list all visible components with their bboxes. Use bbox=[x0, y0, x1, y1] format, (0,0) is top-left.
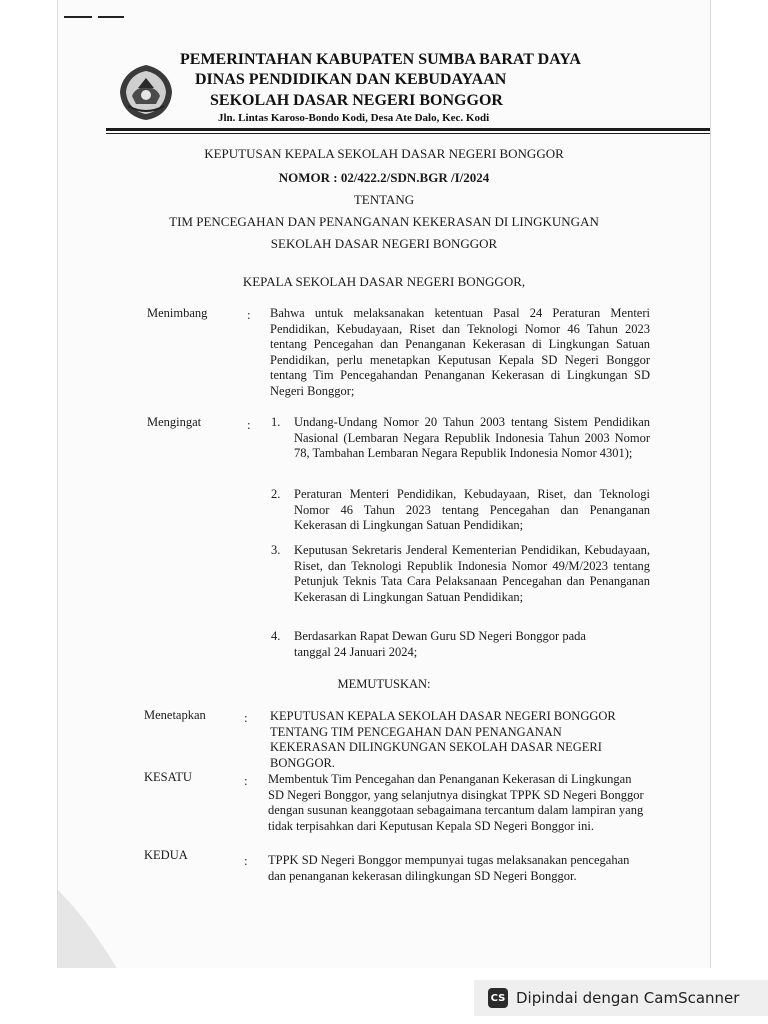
scan-mark bbox=[98, 16, 124, 18]
section-label-menimbang: Menimbang bbox=[147, 306, 208, 320]
list-item-number: 3. bbox=[271, 543, 281, 557]
letterhead-rule-thin bbox=[106, 133, 710, 134]
letterhead-rule-thick bbox=[106, 128, 710, 131]
decree-number: NOMOR : 02/422.2/SDN.BGR /I/2024 bbox=[278, 170, 490, 185]
decree-subject-line2: SEKOLAH DASAR NEGERI BONGGOR bbox=[270, 236, 498, 251]
camscanner-icon: CS bbox=[488, 988, 508, 1008]
regency-emblem-icon bbox=[116, 62, 176, 122]
mengingat-item-4: Berdasarkan Rapat Dewan Guru SD Negeri Bonggor pada tanggal 24 Januari 2024; bbox=[294, 629, 586, 659]
document-page bbox=[58, 0, 710, 968]
kesatu-text: Membentuk Tim Pencegahan dan Penanganan Kekerasan di Lingkungan SD Negeri Bonggor, yang selanjutnya disingkat TPPK SD Negeri Bonggor dengan susunan keanggotaan sebagaimana tercantum dalam lampiran yang tidak terpisahkan dari Keputusan Kepala SD Negeri Bonggor ini. bbox=[268, 772, 644, 833]
decree-about: TENTANG bbox=[353, 192, 415, 207]
letterhead-government: PEMERINTAHAN KABUPATEN SUMBA BARAT DAYA bbox=[180, 51, 581, 68]
letterhead-department: DINAS PENDIDIKAN DAN KEBUDAYAAN bbox=[195, 71, 507, 88]
list-item-number: 4. bbox=[271, 629, 281, 643]
section-label-kedua: KEDUA bbox=[144, 848, 188, 862]
section-label-kesatu: KESATU bbox=[144, 770, 192, 784]
page-curl-shadow bbox=[58, 880, 128, 968]
section-label-menetapkan: Menetapkan bbox=[144, 708, 206, 722]
decree-subject-line1: TIM PENCEGAHAN DAN PENANGANAN KEKERASAN DI LINGKUNGAN bbox=[169, 214, 599, 229]
mengingat-item-2: Peraturan Menteri Pendidikan, Kebudayaan, Riset, dan Teknologi Nomor 46 Tahun 2023 tentang Pencegahan dan Penanganan Kekerasan di Lingkungan Satuan Pendidikan; bbox=[294, 487, 650, 533]
decree-title: KEPUTUSAN KEPALA SEKOLAH DASAR NEGERI BONGGOR bbox=[204, 146, 564, 161]
section-colon: : bbox=[244, 853, 248, 868]
decree-issuer: KEPALA SEKOLAH DASAR NEGERI BONGGOR, bbox=[242, 274, 526, 289]
decision-heading: MEMUTUSKAN: bbox=[337, 677, 431, 691]
list-item-number: 1. bbox=[271, 415, 281, 429]
section-label-mengingat: Mengingat bbox=[147, 415, 202, 429]
section-colon: : bbox=[247, 417, 251, 432]
list-item-number: 2. bbox=[271, 487, 281, 501]
section-colon: : bbox=[247, 307, 251, 322]
kedua-text: TPPK SD Negeri Bonggor mempunyai tugas melaksanakan pencegahan dan penanganan kekerasan dilingkungan SD Negeri Bonggor. bbox=[268, 853, 630, 883]
menetapkan-text: KEPUTUSAN KEPALA SEKOLAH DASAR NEGERI BONGGOR TENTANG TIM PENCEGAHAN DAN PENANGANAN KEKERASAN DILINGKUNGAN SEKOLAH DASAR NEGERI BONGGOR. bbox=[270, 709, 616, 770]
scan-mark bbox=[64, 16, 92, 18]
letterhead-address: Jln. Lintas Karoso-Bondo Kodi, Desa Ate Dalo, Kec. Kodi bbox=[218, 112, 490, 124]
camscanner-watermark bbox=[474, 980, 768, 1016]
mengingat-item-1: Undang-Undang Nomor 20 Tahun 2003 tentang Sistem Pendidikan Nasional (Lembaran Negara Republik Indonesia Tahun 2003 Nomor 78, Tambahan Lembaran Negara Republik Indonesia Nomor 4301); bbox=[294, 415, 650, 461]
letterhead-school: SEKOLAH DASAR NEGERI BONGGOR bbox=[210, 92, 503, 109]
menimbang-text: Bahwa untuk melaksanakan ketentuan Pasal 24 Peraturan Menteri Pendidikan, Kebudayaan, Riset dan Teknologi Nomor 46 Tahun 2023 tentang Pencegahan dan Penanganan Kekerasan di Lingkungan Satuan Pendidikan, perlu menetapkan Keputusan Kepala SD Negeri Bonggor tentang Tim Pencegahandan Penanganan Kekerasan di Lingkungan SD Negeri Bonggor; bbox=[270, 306, 650, 398]
camscanner-text: Dipindai dengan CamScanner bbox=[516, 989, 740, 1007]
mengingat-item-3: Keputusan Sekretaris Jenderal Kementerian Pendidikan, Kebudayaan, Riset, dan Teknologi Republik Indonesia Nomor 49/M/2023 tentang Petunjuk Teknis Tata Cara Pelaksanaan Pencegahan dan Penanganan Kekerasan di Lingkungan Satuan Pendidikan; bbox=[294, 543, 650, 604]
section-colon: : bbox=[244, 773, 248, 788]
section-colon: : bbox=[244, 710, 248, 725]
